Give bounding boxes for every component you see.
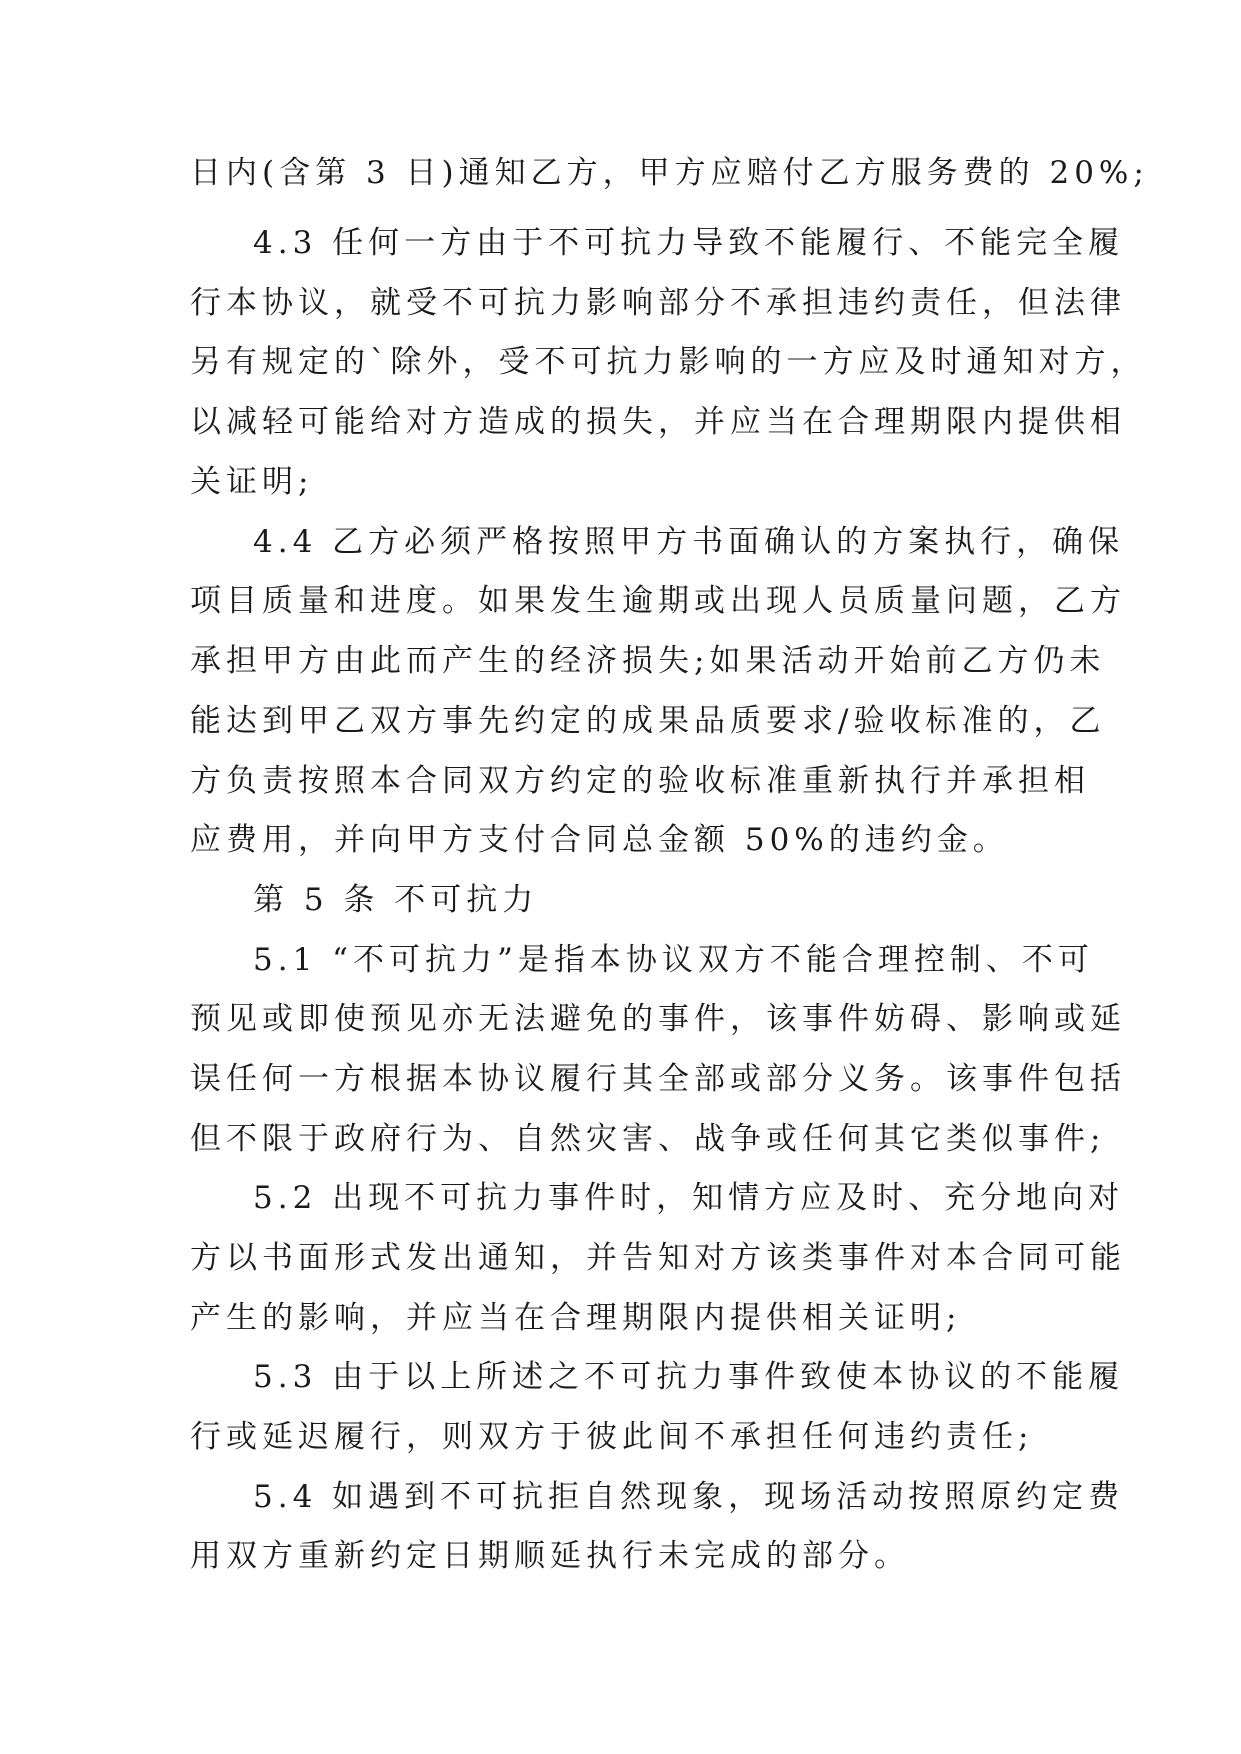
text-line: 产生的影响，并应当在合理期限内提供相关证明; bbox=[190, 1300, 962, 1336]
text-line: 方负责按照本合同双方约定的验收标准重新执行并承担相 bbox=[190, 763, 1090, 799]
text-line: 但不限于政府行为、自然灾害、战争或任何其它类似事件; bbox=[190, 1121, 1106, 1157]
text-line: 行本协议，就受不可抗力影响部分不承担违约责任，但法律 bbox=[190, 285, 1126, 321]
text-line: 方以书面形式发出通知，并告知对方该类事件对本合同可能 bbox=[190, 1240, 1126, 1276]
text-line: 5.1 “不可抗力”是指本协议双方不能合理控制、不可 bbox=[253, 942, 1094, 978]
text-line: 误任何一方根据本协议履行其全部或部分义务。该事件包括 bbox=[190, 1061, 1126, 1097]
text-line: 4.3 任何一方由于不可抗力导致不能履行、不能完全履 bbox=[253, 225, 1125, 261]
text-line: 5.2 出现不可抗力事件时，知情方应及时、充分地向对 bbox=[253, 1180, 1125, 1216]
text-line: 能达到甲乙双方事先约定的成果品质要求/验收标准的，乙 bbox=[190, 703, 1106, 739]
text-line: 行或延迟履行，则双方于彼此间不承担任何违约责任; bbox=[190, 1419, 1034, 1455]
text-line: 4.4 乙方必须严格按照甲方书面确认的方案执行，确保 bbox=[253, 524, 1125, 560]
text-line: 以减轻可能给对方造成的损失，并应当在合理期限内提供相 bbox=[190, 404, 1126, 440]
text-line: 项目质量和进度。如果发生逾期或出现人员质量问题，乙方 bbox=[190, 583, 1126, 619]
section-heading: 第 5 条 不可抗力 bbox=[253, 882, 539, 918]
text-line: 用双方重新约定日期顺延执行未完成的部分。 bbox=[190, 1538, 910, 1574]
text-line: 5.4 如遇到不可抗拒自然现象，现场活动按照原约定费 bbox=[253, 1479, 1125, 1515]
text-line: 承担甲方由此而产生的经济损失;如果活动开始前乙方仍未 bbox=[190, 643, 1106, 679]
text-line: 5.3 由于以上所述之不可抗力事件致使本协议的不能履 bbox=[253, 1359, 1125, 1395]
text-line: 预见或即使预见亦无法避免的事件，该事件妨碍、影响或延 bbox=[190, 1001, 1126, 1037]
text-line: 关证明; bbox=[190, 464, 314, 500]
text-line: 日内(含第 3 日)通知乙方，甲方应赔付乙方服务费的 20%; bbox=[190, 155, 1149, 191]
text-line: 应费用，并向甲方支付合同总金额 50%的违约金。 bbox=[190, 822, 1009, 858]
text-line: 另有规定的`除外，受不可抗力影响的一方应及时通知对方， bbox=[190, 344, 1147, 380]
